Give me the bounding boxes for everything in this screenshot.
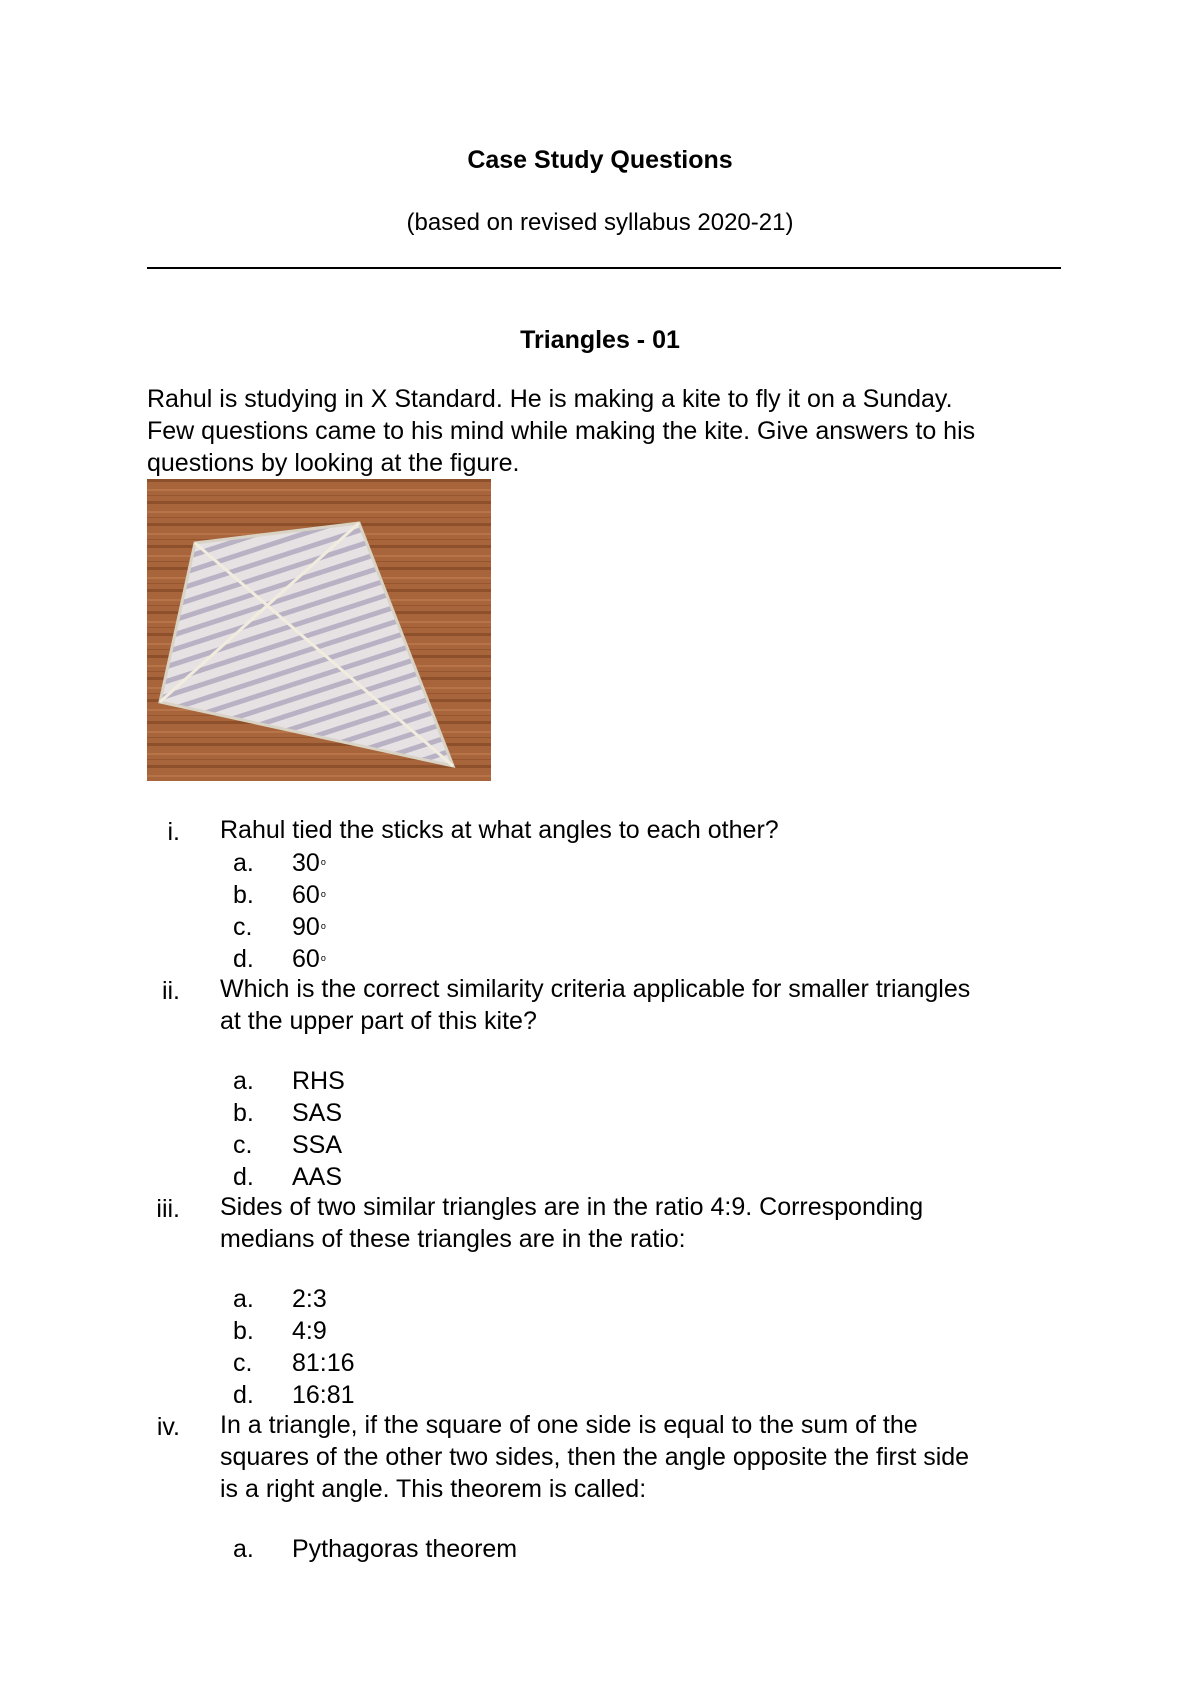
- question-text: [220, 814, 1100, 846]
- question-line: is a right angle. This theorem is called:: [220, 1475, 647, 1503]
- option-letter: a.: [233, 1067, 254, 1095]
- option-text: 81:16: [292, 1349, 355, 1377]
- question-line: at the upper part of this kite?: [220, 1007, 537, 1035]
- option-letter: b.: [233, 1099, 254, 1127]
- option-letter: c.: [233, 913, 253, 941]
- option-letter: a.: [233, 1535, 254, 1563]
- option-text: SAS: [292, 1099, 343, 1127]
- question-line: Which is the correct similarity criteria applicable for smaller triangles: [220, 975, 971, 1003]
- option-text: SSA: [292, 1131, 343, 1159]
- degree-sign: o: [320, 953, 326, 963]
- option-letter: c.: [233, 1349, 253, 1377]
- option-text: 2:3: [292, 1285, 327, 1313]
- intro-line: Rahul is studying in X Standard. He is making a kite to fly it on a Sunday.: [147, 385, 953, 413]
- question-number: ii.: [161, 977, 180, 1005]
- question-text: [220, 1409, 1100, 1505]
- question-number: iv.: [156, 1413, 180, 1441]
- option-text: 60$^o$: [292, 945, 326, 973]
- document-title: Case Study Questions: [467, 146, 733, 174]
- option-text: RHS: [292, 1067, 345, 1095]
- question-number: i.: [167, 818, 180, 846]
- option-letter: b.: [233, 1317, 254, 1345]
- option-letter: a.: [233, 849, 254, 877]
- option-letter: d.: [233, 1163, 254, 1191]
- question-line: squares of the other two sides, then the angle opposite the first side: [220, 1443, 970, 1471]
- option-text: 4:9: [292, 1317, 327, 1345]
- option-letter: b.: [233, 881, 254, 909]
- option-letter: d.: [233, 1381, 254, 1409]
- option-text: Pythagoras theorem: [292, 1535, 518, 1563]
- option-text: 90$^o$: [292, 913, 326, 941]
- option-letter: d.: [233, 945, 254, 973]
- question-line: Rahul tied the sticks at what angles to each other?: [220, 816, 779, 844]
- intro-line: questions by looking at the figure.: [147, 449, 520, 477]
- option-letter: a.: [233, 1285, 254, 1313]
- question-line: Sides of two similar triangles are in the ratio 4:9. Corresponding: [220, 1193, 924, 1221]
- option-text: 60$^o$: [292, 881, 326, 909]
- section-title: Triangles - 01: [520, 326, 680, 354]
- question-line: In a triangle, if the square of one side is equal to the sum of the: [220, 1411, 918, 1439]
- degree-sign: o: [320, 921, 326, 931]
- question-text: [220, 973, 1100, 1037]
- degree-sign: o: [320, 857, 326, 867]
- option-text: 16:81: [292, 1381, 355, 1409]
- question-text: [220, 1191, 1100, 1255]
- question-number: iii.: [156, 1195, 180, 1223]
- option-text: 30$^o$: [292, 849, 326, 877]
- document-subtitle: (based on revised syllabus 2020-21): [406, 209, 794, 236]
- option-text: AAS: [292, 1163, 343, 1191]
- question-line: medians of these triangles are in the ratio:: [220, 1225, 686, 1253]
- degree-sign: o: [320, 889, 326, 899]
- intro-line: Few questions came to his mind while making the kite. Give answers to his: [147, 417, 976, 445]
- option-letter: c.: [233, 1131, 253, 1159]
